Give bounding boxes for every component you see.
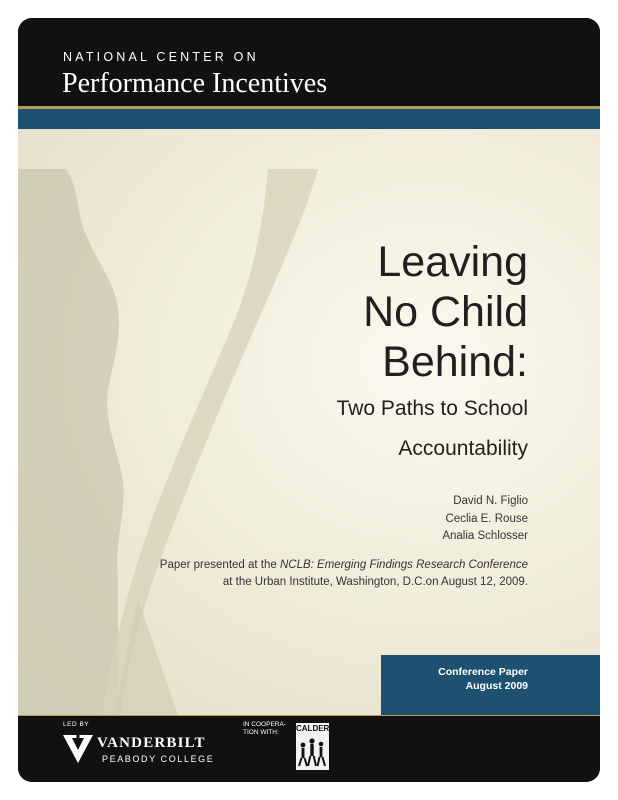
coop-line-2: TION WITH: — [243, 728, 279, 736]
cooperation-label — [243, 721, 286, 736]
calder-wordmark: CALDER — [296, 724, 330, 733]
venue-line-1 — [160, 557, 528, 574]
cover-main — [18, 129, 600, 715]
peabody-college-label: PEABODY COLLEGE — [102, 754, 215, 764]
report-cover — [18, 18, 600, 782]
badge-date: August 2009 — [465, 680, 528, 692]
vanderbilt-wordmark: VANDERBILT — [97, 735, 206, 751]
conference-badge — [381, 655, 600, 715]
venue-line-2: at the Urban Institute, Washington, D.C.on August 12, 2009. — [222, 576, 528, 588]
title-line-3: Behind: — [382, 338, 528, 386]
blue-band — [18, 109, 600, 129]
cover-header — [18, 18, 600, 106]
badge-type: Conference Paper — [438, 666, 528, 678]
author-name: David N. Figlio — [453, 495, 528, 507]
venue-note — [160, 557, 528, 591]
subtitle-line-2: Accountability — [398, 437, 528, 460]
title-line-1: Leaving — [377, 238, 528, 286]
title-line-2: No Child — [363, 288, 528, 336]
venue-prefix: Paper presented at the — [159, 559, 280, 571]
author-list — [442, 493, 528, 546]
conference-name: NCLB: Emerging Findings Research Conference — [279, 559, 528, 571]
calder-logo — [296, 723, 329, 770]
report-title — [337, 237, 528, 467]
org-name-large: Performance Incentives — [62, 68, 328, 99]
author-name: Analia Schlosser — [442, 530, 528, 542]
led-by-label: LED BY — [63, 721, 90, 728]
coop-line-1: IN COOPERA- — [243, 721, 286, 728]
org-name-small: NATIONAL CENTER ON — [63, 50, 259, 64]
subtitle-line-1: Two Paths to School — [336, 397, 528, 420]
footer-rule — [18, 715, 600, 716]
vanderbilt-logo-icon — [63, 735, 93, 763]
author-name: Ceclia E. Rouse — [445, 512, 528, 525]
cover-footer — [18, 715, 600, 782]
calder-figures-icon — [297, 735, 328, 768]
